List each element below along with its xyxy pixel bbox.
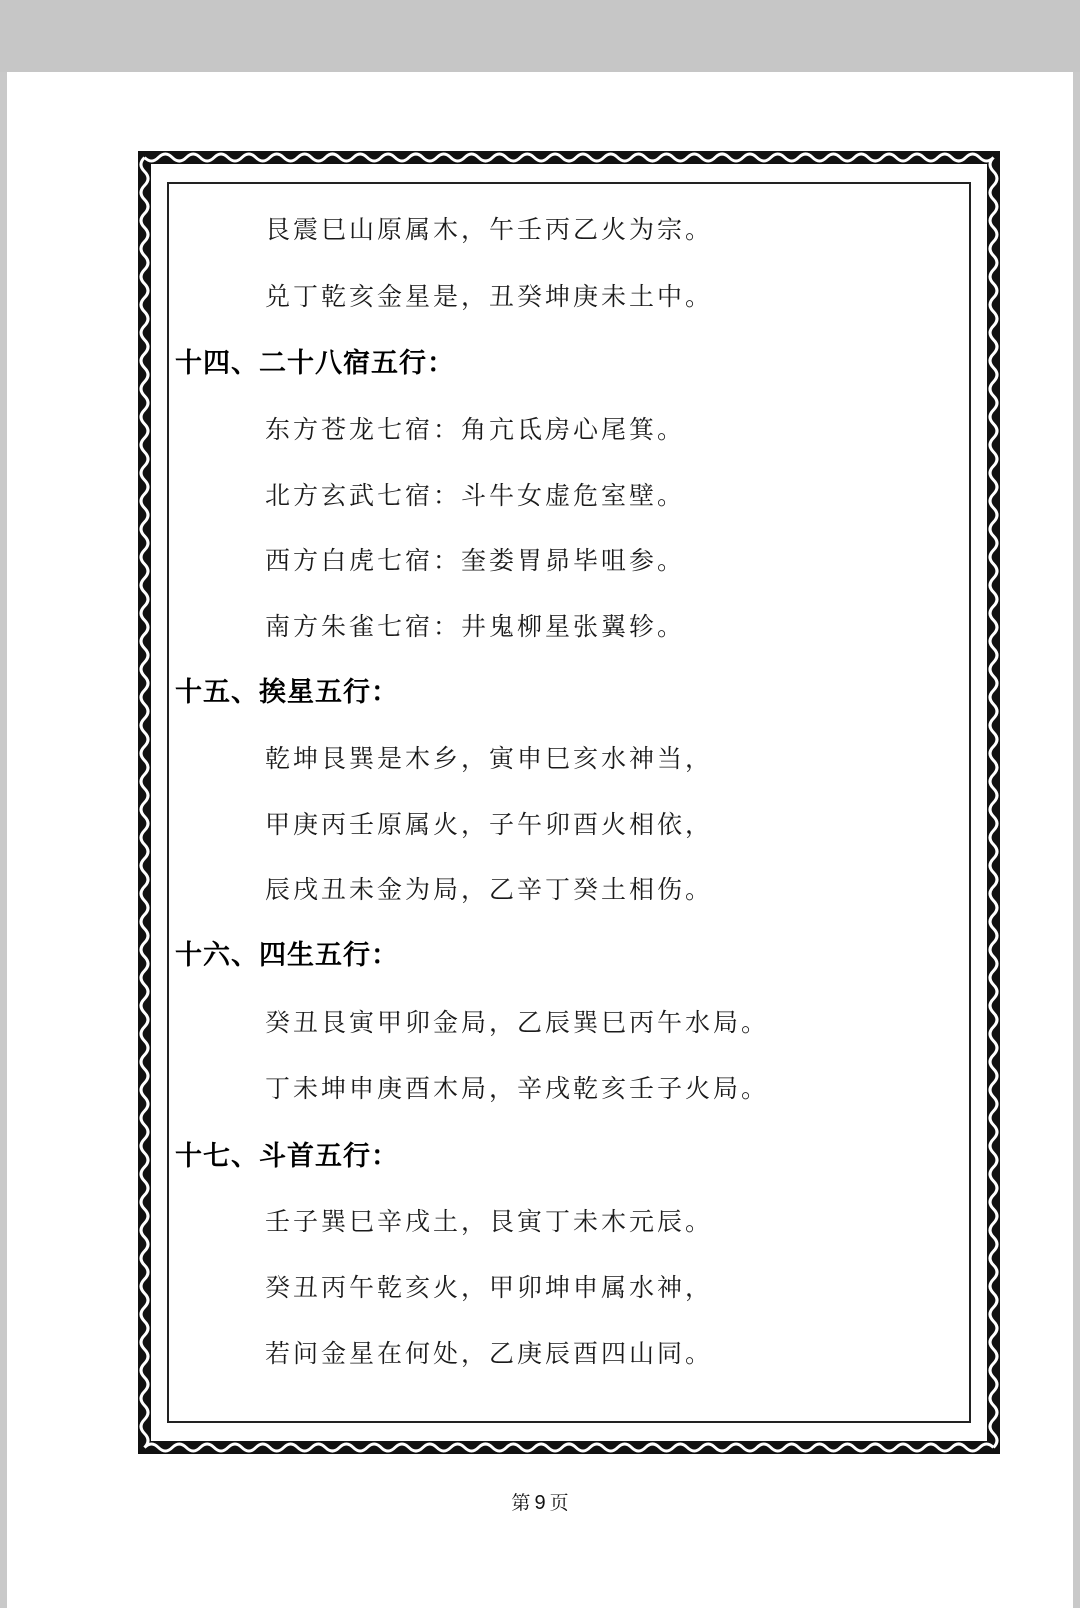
section-heading: 十四、二十八宿五行：	[175, 348, 455, 379]
verse-line: 南方朱雀七宿：井鬼柳星张翼轸。	[265, 612, 686, 641]
section-heading: 十五、挨星五行：	[175, 677, 399, 708]
verse-line: 乾坤艮巽是木乡，寅申巳亥水神当，	[265, 744, 714, 773]
verse-line: 东方苍龙七宿：角亢氐房心尾箕。	[265, 415, 686, 444]
page-number	[7, 1488, 1073, 1515]
section-heading: 十七、斗首五行：	[175, 1141, 399, 1172]
verse-line: 辰戌丑未金为局，乙辛丁癸土相伤。	[265, 875, 714, 904]
verse-line: 丁未坤申庚酉木局，辛戌乾亥壬子火局。	[265, 1074, 770, 1103]
page-number-suffix: 页	[549, 1492, 569, 1514]
verse-line: 艮震巳山原属木，午壬丙乙火为宗。	[265, 215, 714, 244]
verse-line: 西方白虎七宿：奎娄胃昴毕咀参。	[265, 546, 686, 575]
verse-line: 若问金星在何处，乙庚辰酉四山同。	[265, 1339, 714, 1368]
verse-line: 癸丑丙午乾亥火，甲卯坤申属水神，	[265, 1273, 714, 1302]
document-page	[7, 72, 1073, 1608]
verse-line: 壬子巽巳辛戌土，艮寅丁未木元辰。	[265, 1207, 714, 1236]
verse-line: 北方玄武七宿：斗牛女虚危室壁。	[265, 481, 686, 510]
verse-line: 兑丁乾亥金星是，丑癸坤庚未土中。	[265, 282, 714, 311]
viewer-top-bar	[0, 0, 1080, 72]
page-number-value: 9	[534, 1492, 546, 1514]
verse-line: 甲庚丙壬原属火，子午卯酉火相依，	[265, 810, 714, 839]
page-number-prefix: 第	[511, 1492, 531, 1514]
verse-line: 癸丑艮寅甲卯金局，乙辰巽巳丙午水局。	[265, 1008, 770, 1037]
page-content	[7, 72, 1073, 1608]
section-heading: 十六、四生五行：	[175, 940, 399, 971]
